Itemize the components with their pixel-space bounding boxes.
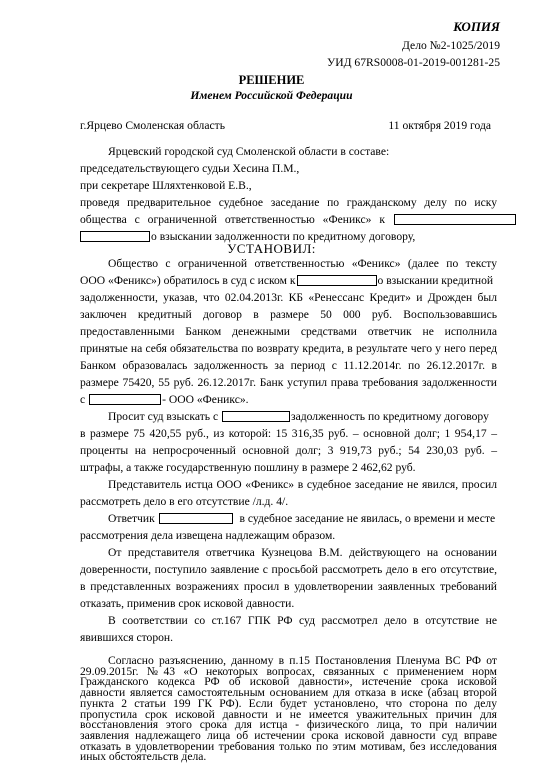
paragraph-line: Банком образовалась задолженность за период с 11.12.2014г. по 26.12.2017г. в [80, 359, 497, 372]
paragraph-line: Представитель истца ООО «Феникс» в судебное заседание не явился, просил [108, 478, 497, 491]
paragraph-line [80, 394, 497, 406]
place: г.Ярцево Смоленская область [80, 119, 225, 132]
paragraph-text: задолженность по кредитному договору [291, 410, 489, 423]
paragraph-text: Просит суд взыскать с [108, 410, 219, 423]
intro-line: при секретаре Шляхтенковой Е.В., [80, 179, 252, 192]
paragraph-text: с [80, 393, 86, 406]
paragraph-line: 29.09.2015г. №43 «О некоторых вопросах, связанных с применением норм [80, 664, 497, 678]
redacted-box [89, 394, 161, 405]
paragraph-line: рассмотрения дела извещена надлежащим образом. [80, 529, 336, 542]
paragraph-line [108, 513, 497, 525]
intro-line: проведя предварительное судебное заседание по гражданскому делу по иску [80, 196, 497, 209]
paragraph-line: пропустила срок исковой давности и не имеется уважительных причин для [80, 707, 497, 721]
paragraph-line: В соответствии со ст.167 ГПК РФ суд рассмотрел дело в отсутствие не [108, 614, 497, 627]
paragraph-line: Общество с ограниченной ответственностью «Феникс» (далее по тексту [108, 257, 497, 270]
paragraph-line: заявления надлежащего лица об истечении срока исковой давности суд вправе [80, 728, 497, 742]
copy-mark: КОПИЯ [453, 19, 500, 34]
paragraph-line [80, 275, 497, 287]
paragraph-line: в размере 75 420,55 руб., из которой: 15 316,35 руб. – основной долг; 1 954,17 – [80, 427, 497, 440]
redacted-box [159, 513, 233, 524]
intro-line [80, 214, 497, 226]
paragraph-line: Гражданского кодекса РФ об исковой давности», истечение срока исковой [80, 675, 497, 689]
paragraph-text: - ООО «Феникс». [162, 393, 249, 406]
paragraph-line: принятые на себя обязательства по возврату кредита, в результате чего у него перед [80, 342, 497, 355]
paragraph-line: задолженности, указав, что 02.04.2013г. КБ «Ренессанс Кредит» и Дрожден был [80, 291, 497, 304]
paragraph-line: восстановления этого срока для истца - физического лица, то при наличии [80, 718, 497, 732]
paragraph-line: размере 75420, 55 руб. 26.12.2017г. Банк уступил права требования задолженности [80, 376, 497, 389]
redacted-box [394, 214, 516, 225]
established-heading: УСТАНОВИЛ: [227, 241, 316, 256]
document-title: РЕШЕНИЕ [238, 73, 305, 87]
paragraph-text: Ответчик [108, 512, 155, 525]
paragraph-line: в представленных возражениях просил в удовлетворении заявленных требований [80, 580, 497, 593]
paragraph-line: заключен кредитный договор в размере 50 000 руб. Воспользовавшись [80, 308, 497, 321]
case-number: Дело №2-1025/2019 [402, 39, 500, 52]
intro-line: Ярцевский городской суд Смоленской области в составе: [108, 145, 390, 158]
uid-number: УИД 67RS0008-01-2019-001281-25 [327, 56, 500, 69]
paragraph-line: отказать, применив срок исковой давности. [80, 597, 295, 610]
redacted-box [80, 231, 150, 242]
paragraph-text: о взыскании кредитной [377, 274, 494, 287]
paragraph-line: предоставленными Банком денежными средствами ответчик не исполнила [80, 325, 497, 338]
paragraph-text: в судебное заседание не явилась, о времени и месте [239, 512, 496, 525]
paragraph-line: От представителя ответчика Кузнецова В.М. действующего на основании [108, 546, 497, 559]
paragraph-line: давности является самостоятельным основанием для отказа в иске (абзац второй [80, 686, 497, 700]
paragraph-line: проценты на непросроченный основной долг; 3 919,73 руб.; 54 230,03 руб. – [80, 444, 497, 457]
redacted-box [297, 275, 377, 286]
paragraph-line: иных обстоятельств дела. [80, 750, 207, 764]
paragraph-text: ООО «Феникс») обратилось в суд с иском к [80, 274, 296, 287]
intro-line: председательствующего судьи Хесина П.М., [80, 162, 300, 175]
intro-text: общества с ограниченной ответственностью «Феникс» к [80, 213, 385, 226]
paragraph-line: пункта 2 статьи 199 ГК РФ). Если будет установлено, что сторона по делу [80, 696, 497, 710]
paragraph-line: штрафы, а также государственную пошлину в размере 2 462,62 руб. [80, 461, 416, 474]
paragraph-line: отказать в удовлетворении требования только по этим мотивам, без исследования [80, 739, 497, 753]
paragraph-line: доверенности, поступило заявление с просьбой рассмотреть дело в его отсутствие, [80, 563, 497, 576]
paragraph-line: Согласно разъяснению, данному в п.15 Постановления Пленума ВС РФ от [108, 654, 497, 667]
document-subtitle: Именем Российской Федерации [190, 89, 353, 102]
date: 11 октября 2019 года [388, 119, 491, 132]
paragraph-line: рассмотреть дело в его отсутствие /л.д. 4/. [80, 495, 289, 508]
redacted-box [222, 411, 290, 422]
intro-text: о взыскании задолженности по кредитному договору, [151, 230, 416, 243]
paragraph-line [108, 411, 497, 423]
paragraph-line: явившихся сторон. [80, 631, 174, 644]
